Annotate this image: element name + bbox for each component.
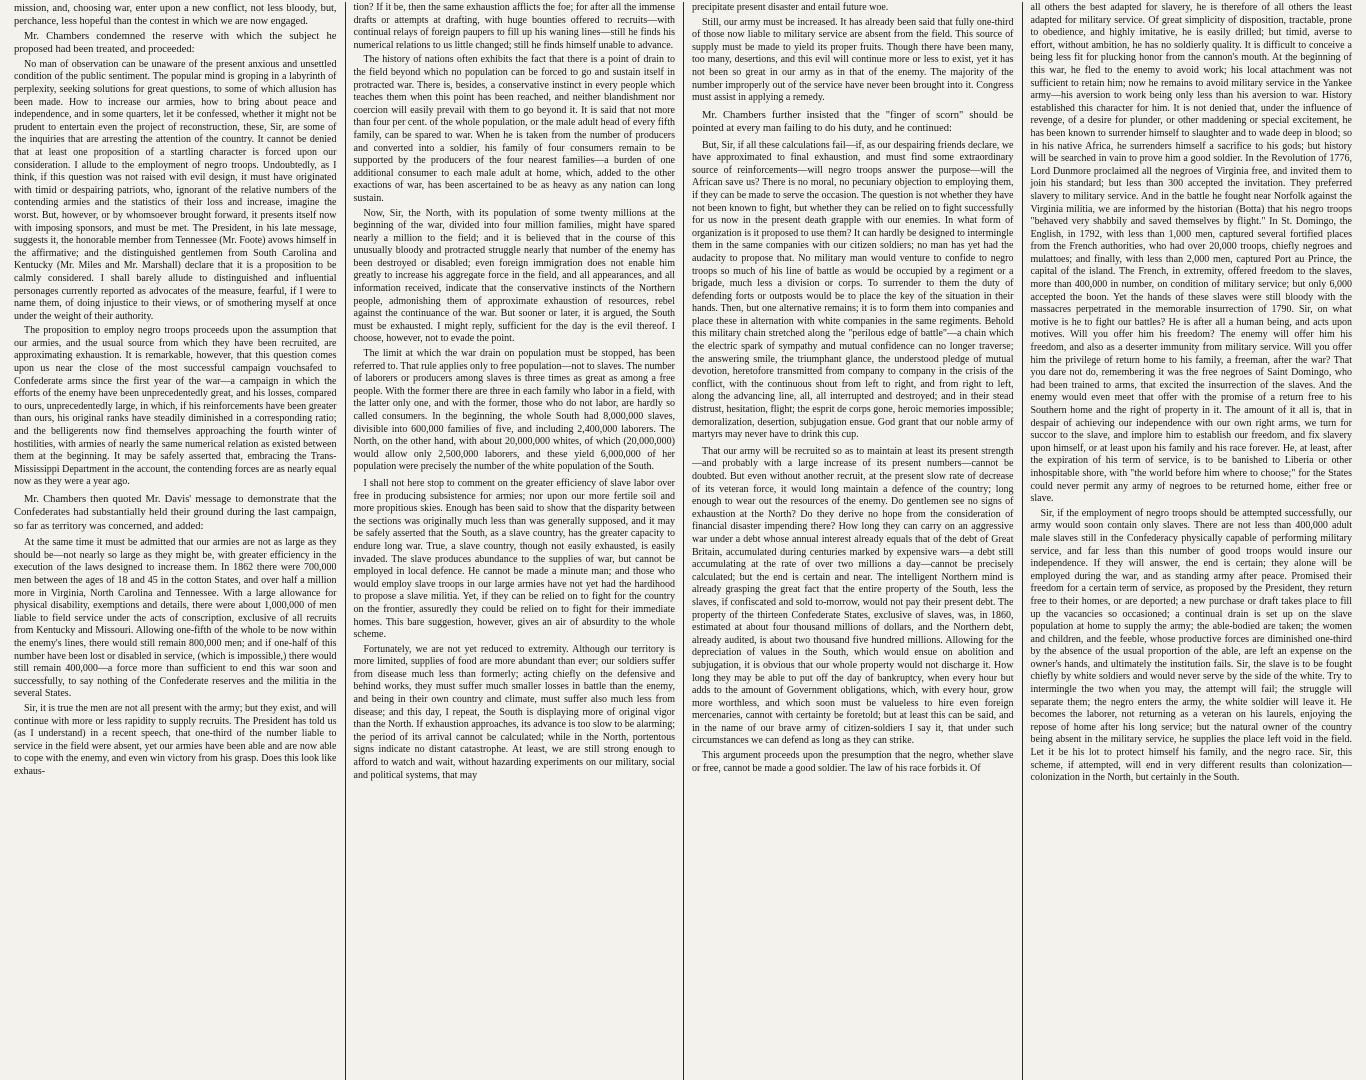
article-paragraph: That our army will be recruited so as to maintain at least its present strength—and probably with a large increase of its present numbers—cannot be doubted. But even without another recruit, at the present slow rate of decrease of its veteran force, it would long maintain a defence of the country; long enough to wear out the resources of the enemy. Do gentlemen see no signs of exhaustion at the North? Do they derive no hope from the consideration of financial disaster impending there? How long they can carry on an aggressive war under a debt whose annual interest already equals that of the debt of Great Britain, accumulated during centuries marked by expensive wars—a debt still accumulating at the rate of over two millions a day—cannot be precisely calculated; but the end is certain and near. The intelligent Northern mind is already grasping the great fact that the entire property of the South, less the slaves, if confiscated and sold to-morrow, would not pay their present debt. The property of the thirteen Confederate States, exclusive of slaves, was, in 1860, estimated at about four thousand millions of dollars, and the Northern debt, already audited, is about two thousand five hundred millions. Allowing for the depreciation of values in the South, which would ensue on abolition and subjugation, it is obvious that our whole property would not discharge it. How long they may be able to put off the day of bankruptcy, when every hour but adds to the amount of Government obligations, which, with every hour, grow more worthless, and which soon must be valueless to hire even foreign mercenaries, cannot with certainty be foretold; but at least this can be said, and in the name of our brave army of citizen-soldiers I say it, that under such circumstances we can defend as long as they can strike. xyxy=(692,445,1014,747)
article-paragraph: Now, Sir, the North, with its population of some twenty millions at the beginning of the war, divided into four million families, might have spared nearly a million to the field; and it is believed that in the course of this unusually bloody and protracted struggle nearly that number of the enemy has been destroyed or disabled; even foreign immigration does not enable him greatly to increase his aggregate force in the field, and all appearances, and all information received, indicate that the conservative instincts of the Northern people, admonishing them of approximate exhaustion of resources, rebel against the continuance of the war. But sooner or later, it is argued, the South must be exhausted. I might reply, sufficient for the day is the evil thereof. I choose, however, not to evade the point. xyxy=(353,207,675,345)
column-1 xyxy=(6,2,345,1080)
article-paragraph: Fortunately, we are not yet reduced to extremity. Although our territory is more limited, supplies of food are more abundant than ever; our soldiers suffer from disease much less than formerly; acting chiefly on the defensive and behind works, they must suffer much smaller losses in battle than the enemy, and being in their own country and climate, must suffer also much less from disease; and this day, I repeat, the South is displaying more of original vigor than the North. If exhaustion approaches, its advance is too slow to be alarming; the period of its arrival cannot be calculated; while in the North, portentous signs indicate no distant catastrophe. At least, we are still strong enough to afford to watch and wait, without hazarding experiments on our military, social and political systems, that may xyxy=(353,643,675,781)
article-paragraph: I shall not here stop to comment on the greater efficiency of slave labor over free in producing subsistence for armies; nor upon our more fertile soil and more propitious skies. Enough has been said to show that the disparity between the sections was originally much less than was generally supposed, and it may be safely asserted that the South, as a slave country, has the greater capacity to endure long war. True, a slave country, though not easily exhausted, is easily invaded. The slave produces abundance to the supplies of war, but cannot be employed in local defence. He cannot be made a minute man; and those who would employ slave troops in our large armies have not yet had the hardihood to propose a slave militia. Yet, if they can be relied on to fight for the country on the frontier, assuredly they could be relied on to fight for their immediate homes. This bare suggestion, however, gives an air of absurdity to the whole scheme. xyxy=(353,477,675,641)
article-paragraph: The limit at which the war drain on population must be stopped, has been referred to. That rule applies only to free population—not to slaves. The number of laborers or producers among slaves is three times as great as among a free people. With the former there are three in each family who labor in a field, with the latter only one, and with the former, those who do not labor, are hardly so called consumers. In the beginning, the whole South had 8,000,000 slaves, divisible into 600,000 families of five, and including 2,400,000 laborers. The North, on the other hand, with about 20,000,000 whites, of which (20,000,000) would allow only 2,500,000 laborers, and these yield 6,000,000 of her population were precisely the number of the white population of the South. xyxy=(353,348,675,473)
article-paragraph: But, Sir, if all these calculations fail—if, as our despairing friends declare, we have approximated to final exhaustion, and must find some extraordinary source of reinforcements—will negro troops answer the purpose—will the African save us? There is no moral, no pecuniary objection to employing them, if they can be made to serve the occasion. The question is not whether they have not been known to fight, but whether they can be relied on to fight successfully for us now in the present death grapple with our enemies. In what form of organization is it proposed to use them? It can hardly be designed to intermingle them in the same companies with our citizen soldiers; no man has yet had the audacity to propose that. No military man would venture to confide to negro troops so much of his line of battle as would be occupied by a regiment or a brigade, much less a division or corps. To surrender to them the duty of defending forts or outposts would be to place the key of the situation in their hands. Then, but one alternative remains; it is to form them into companies and place these in alternation with white companies in the same regiments. Behold this military chain stretched along the "perilous edge of battle"—a chain which the electric spark of sympathy and mutual confidence can no longer traverse; the answering smile, the triumphant glance, the understood pledge of mutual devotion, heretofore transmitted from company to company in the crisis of the conflict, with the continuous shout from left to right, and from right to left, along the advancing line, all, all interrupted and destroyed; and in their stead distrust, hesitation, flight; the esprit de corps gone, heroic memories impossible; demoralization, desertion, subjugation ensue. God grant that our noble army of martyrs may never have to drink this cup. xyxy=(692,139,1014,441)
article-paragraph: Sir, if the employment of negro troops should be attempted successfully, our army would soon contain only slaves. There are not less than 400,000 adult male slaves still in the Confederacy physically capable of performing military service, and far less than this number of good troops would insure our independence. If they will answer, the end is certain; they alone will be employed during the war, and as standing army after peace. Promised their freedom for a certain term of service, as proposed by the President, they return free to their homes, or are deported; a new purchase or draft takes place to fill up the vacancies so occasioned; a continual drain is set up on the slave population at home to supply the army; the able-bodied are taken; the women and children, and the feeble, whose productive forces are diminished one-third by the absence of the usual proportion of the able, are left an expense on the owner's hands, and ultimately the institution fails. Sir, the slave is to be fought chiefly by white soldiers and would never serve by the side of the white. Try to intermingle the two when you may, the attempt will fail; the struggle will separate them; the negro enters the army, the white soldier will leave it. He becomes the laborer, not returning as a veteran on his laurels, enjoying the repose of home after his long service; but the natural owner of the country being absent in the military service, he supplies the place left void in the field. Let it be his lot to protect himself his family, and the negro race. Sir, this scheme, if attempted, will end in very different results than colonization—colonization in the North, but certainly in the South. xyxy=(1030,507,1352,784)
article-paragraph: precipitate present disaster and entail future woe. xyxy=(692,2,889,13)
article-paragraph: Sir, it is true the men are not all present with the army; but they exist, and will continue with more or less rapidity to supply recruits. The President has told us (as I understand) in a recent speech, that one-third of the number liable to service in the field were absent, yet our armies have been able and are now able to cope with the enemy, and even win victory from his grasp. Does this look like exhaus- xyxy=(14,702,337,777)
article-paragraph: Mr. Chambers then quoted Mr. Davis' message to demonstrate that the Confederates had substantially held their ground during the last campaign, so far as territory was concerned, and added: xyxy=(14,494,337,532)
article-paragraph: Still, our army must be increased. It has already been said that fully one-third of those now liable to military service are absent from the field. This source of supply must be made to yield its proper fruits. Though there have been many, too many, desertions, and this evil will continue more or less to exist, yet it has not been so great in our army as in that of the enemy. The majority of the number improperly out of the service have never been brought into it. Congress must assist in applying a remedy. xyxy=(692,16,1014,104)
article-paragraph: Mr. Chambers condemned the reserve with which the subject he proposed had been treated, and proceeded: xyxy=(14,31,337,56)
article-paragraph: Mr. Chambers further insisted that the "finger of scorn" should be pointed at every man failing to do his duty, and he continued: xyxy=(692,109,1014,135)
column-2 xyxy=(345,2,684,1080)
article-paragraph: The history of nations often exhibits the fact that there is a point of drain to the field beyond which no population can be forced to go and sustain itself in protracted war. There is, besides, a conservative instinct in every people which teaches them when this point has been reached, and neither blandishment nor coercion will easily prevail with them to go beyond it. It is said that not more than four per cent. of the whole population, or the male adult head of every fifth family, can be spared to war. When he is taken from the number of producers and converted into a soldier, his family of four consumers remain to be supported by the producers of the four nearest families—a burden of one additional consumer to each male adult at home, which, added to the other exactions of war, has been ascertained to be as heavy as any nation can long sustain. xyxy=(353,54,675,204)
article-paragraph: At the same time it must be admitted that our armies are not as large as they should be—not nearly so large as they might be, with greater efficiency in the execution of the laws designed to increase them. In 1862 there were 700,000 men between the ages of 18 and 45 in the cotton States, and over half a million more in Virginia, North Carolina and Tennessee. With a large allowance for physical disability, exemptions and details, there were about 1,000,000 of men liable to field service under the acts of conscription, exclusive of all recruits from Kentucky and Missouri. Allowing one-fifth of the whole to be now within the enemy's lines, there would still remain 800,000 men; and if one-half of this number have been lost or disabled in service, (which is impossible,) there would still remain 400,000—a force more than sufficient to end this war soon and successfully, to say nothing of the Confederate reserves and the militia in the several States. xyxy=(14,537,337,700)
article-paragraph: tion? If it be, then the same exhaustion afflicts the foe; for after all the immense drafts or attempts at drafting, with huge bounties offered to recruits—with continual relays of foreign paupers to fill up his waning lines—still he finds his numerical relations to us little changed; still he finds himself unable to advance. xyxy=(353,2,675,51)
column-3 xyxy=(683,2,1022,1080)
column-4 xyxy=(1022,2,1361,1080)
article-paragraph: mission, and, choosing war, enter upon a new conflict, not less bloody, but, perchance, less hopeful than the contest in which we are now engaged. xyxy=(14,3,337,27)
article-paragraph: The proposition to employ negro troops proceeds upon the assumption that our armies, and the usual source from which they have been recruited, are approximating exhaustion. It is remarkable, however, that this question comes upon us near the close of the most successful campaign vouchsafed to Confederate arms since the first year of the war—a campaign in which the efforts of the enemy have been unprecedentedly great, and his losses, compared to ours, unprecedentedly large, in which, if his reinforcements have been greater than ours, his original ranks have steadily diminished in a corresponding ratio; and the belligerents now find themselves approaching the fourth winter of hostilities, with armies of nearly the same numerical relation as existed between them at the beginning. It may be safely asserted that, embracing the Trans-Mississippi Department in the account, the contending forces are as nearly equal now as they were a year ago. xyxy=(14,325,337,488)
article-paragraph: all others the best adapted for slavery, he is therefore of all others the least adapted for military service. Of great simplicity of disposition, tractable, prone to obedience, and highly imitative, he is easily drilled; but timid, averse to effort, without ambition, he has no soldierly quality. It is difficult to conceive a being less fit for plucking honor from the cannon's mouth. At the beginning of this war, he fled to the enemy to avoid work; his local attachment was not sufficient to retain him; now he remains to avoid military service in the Yankee army—his aversion to work being only less than his aversion to war. History established this character for him. It is not denied that, under the influence of revenge, of a desire for plunder, or other maddening or special excitement, he has been known to surrender himself to slaughter and to wade deep in blood; so in his native Africa, he surrenders himself a sacrifice to his gods; but history will be searched in vain to prove him a good soldier. In the Revolution of 1776, Lord Dunmore proclaimed all the negroes of Virginia free, and invited them to join his standard; but less than 300 accepted the invitation. They preferred slavery to military service. And in the battle he fought near Norfolk against the Virginia militia, we are informed by the historian (Botta) that his negro troops "behaved very shabbily and saved themselves by flight." In St. Domingo, the English, in 1792, with less than 1,000 men, captured several fortified places from the French authorities, who had over 20,000 troops, chiefly negroes and mulattoes; and finally, with less than 2,000 men, captured Port au Prince, the capital of the island. The French, in extremity, offered freedom to the slaves, more than 400,000 in number, on condition of military service; but only 6,000 accepted the boon. Yet the hands of these slaves were still bloody with the massacres perpetrated in the memorable insurrection of 1790. Sir, on what motive is he to fight our battles? He is after all a human being, and acts upon motives. Will you offer him his freedom? The enemy will offer him his freedom, and also as a deserter immunity from military service. Will you offer him the privilege of return home to his family, a freeman, after the war? That you dare not do, remembering it was the free negroes of Saint Domingo, who had been trained to arms, that excited the insurrection of the slaves. And the enemy would even meet that offer with the promise of a return free to his Southern home and the right of property in it. The amount of it all is, that in despair of achieving our independence with our own right arms, we turn for succor to the slave, and implore him to establish our freedom, and fix slavery upon himself, or at least upon his family and his race forever. He, at least, after the expiration of his term of service, is to be banished to Liberia or other inhospitable shore, with "the world before him where to choose;" for the States could never permit any army of negroes to be returned home, either free or slave. xyxy=(1030,2,1352,505)
article-paragraph: No man of observation can be unaware of the present anxious and unsettled condition of the public sentiment. The popular mind is groping in a labyrinth of perplexity, seeking solutions for great questions, to some of which allusion has been made. How to increase our armies, how to bring about peace and independence, and in some quarters, let it be confessed, whether it might not be prudent to entertain even the project of reconstruction, these, Sir, are some of the inquiries that are arresting the attention of the country. It cannot be denied that at least one proposition of a startling character is forced upon our consideration. I allude to the employment of negro troops. Undoubtedly, as I think, if this question was not raised with evil design, it must have originated with timid or despairing patriots, who, ignorant of the relative numbers of the contending armies and the statistics of their loss and increase, imagine the worst. But, however, or by whomsoever brought forward, it presents itself now with imposing sponsors, and must be met. The President, in his late message, suggests it, the honorable member from Tennessee (Mr. Foote) avows himself in the affirmative; and the distinguished gentlemen from South Carolina and Kentucky (Mr. Miles and Mr. Marshall) declare that it is a proposition to be calmly considered. I shall barely allude to distinguished and influential personages currently reported as advocates of the measure, fearful, if I were to name them, of doing injustice to their views, or of smothering myself at once under the weight of their authority. xyxy=(14,58,337,322)
article-paragraph: This argument proceeds upon the presumption that the negro, whether slave or free, cannot be made a good soldier. The law of his race forbids it. Of xyxy=(692,750,1014,774)
